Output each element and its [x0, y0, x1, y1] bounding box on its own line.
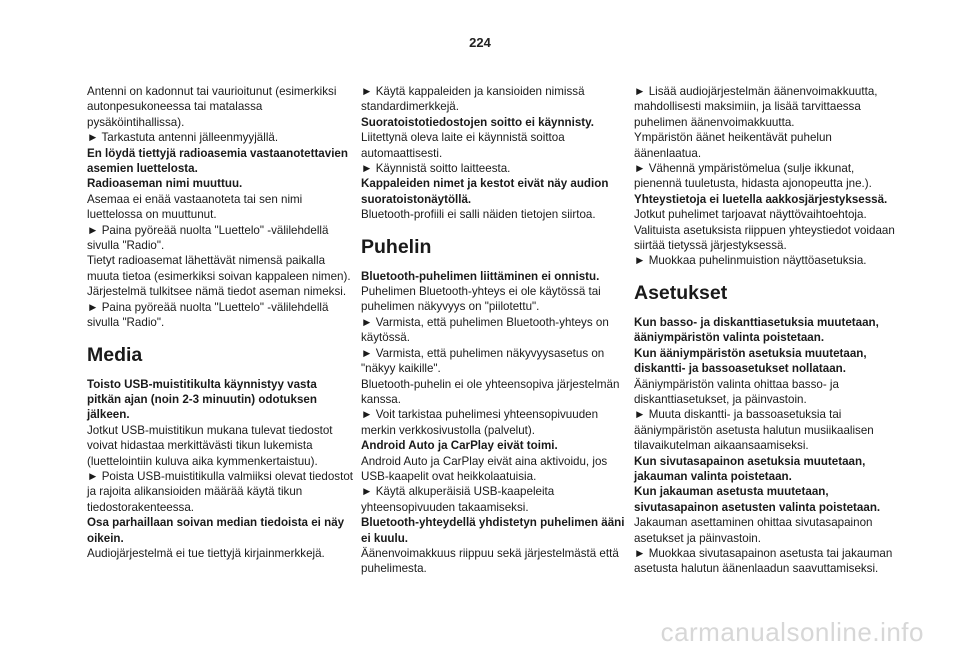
paragraph: Liitettynä oleva laite ei käynnistä soittoa automaattisesti.	[361, 131, 565, 160]
paragraph: Jotkut puhelimet tarjoavat näyttövaihtoehtoja. Valituista asetuksista riippuen yhteystiedot voidaan siirtää tietyssä järjestyksessä.	[634, 208, 895, 253]
instruction: ► Paina pyöreää nuolta "Luettelo" -välilehdellä sivulla "Radio".	[87, 300, 329, 330]
instruction: ► Muokkaa puhelinmuistion näyttöasetuksia.	[634, 254, 867, 268]
paragraph: Bluetooth-puhelin ei ole yhteensopiva järjestelmän kanssa.	[361, 377, 620, 406]
instruction: ► Muokkaa sivutasapainon asetusta tai jakauman asetusta halutun äänenlaadun saavuttamiseksi.	[634, 546, 893, 576]
paragraph: Ympäristön äänet heikentävät puhelun äänenlaatua.	[634, 131, 832, 160]
paragraph: Järjestelmä tulkitsee nämä tiedot aseman nimeksi.	[87, 285, 347, 299]
paragraph: Asemaa ei enää vastaanoteta tai sen nimi luettelossa on muuttunut.	[87, 192, 303, 222]
problem-heading: Osa parhaillaan soivan median tiedoista ei näy oikein.	[87, 516, 345, 545]
instruction: ► Lisää audiojärjestelmän äänenvoimakkuutta, mahdollisesti maksimiin, ja lisää tarvittaessa puhelimen äänenvoimakkuutta.	[634, 85, 878, 129]
problem-heading: Yhteystietoja ei luetella aakkosjärjestyksessä.	[634, 192, 888, 206]
paragraph: Ääniympäristön valinta ohittaa basso- ja diskanttiasetukset, ja päinvastoin.	[634, 377, 839, 406]
page-number: 224	[469, 35, 491, 50]
instruction: ► Tarkastuta antenni jälleenmyyjällä.	[87, 131, 279, 145]
problem-heading: Suoratoistotiedostojen soitto ei käynnisty.	[361, 115, 594, 129]
problem-heading: Bluetooth-yhteydellä yhdistetyn puhelimen ääni ei kuulu.	[361, 516, 625, 545]
column-1	[87, 84, 353, 561]
problem-heading: Kappaleiden nimet ja kestot eivät näy audion suoratoistonäytöllä.	[361, 177, 609, 206]
paragraph: Jotkut USB-muistitikun mukana tulevat tiedostot voivat hidastaa merkittävästi tikun lukemista (luettelointiin kuluva aika kymmenkertaistuu).	[87, 423, 333, 468]
instruction: ► Voit tarkistaa puhelimesi yhteensopivuuden merkin verkkosivustolla (palvelut).	[361, 408, 599, 437]
instruction: ► Paina pyöreää nuolta "Luettelo" -välilehdellä sivulla "Radio".	[87, 223, 329, 253]
problem-heading: Radioaseman nimi muuttuu.	[87, 177, 243, 191]
paragraph: Bluetooth-profiili ei salli näiden tietojen siirtoa.	[361, 208, 596, 222]
instruction: ► Käytä kappaleiden ja kansioiden nimissä standardimerkkejä.	[361, 85, 585, 114]
paragraph: Audiojärjestelmä ei tue tiettyjä kirjainmerkkejä.	[87, 546, 325, 560]
instruction: ► Varmista, että puhelimen Bluetooth-yhteys on käytössä.	[361, 315, 609, 345]
paragraph: Android Auto ja CarPlay eivät aina aktivoidu, jos USB-kaapelit ovat heikkolaatuisia.	[361, 454, 608, 483]
problem-heading: Kun jakauman asetusta muutetaan, sivutasapainon asetusten valinta poistetaan.	[634, 485, 881, 514]
watermark: carmanualsonline.info	[660, 617, 924, 647]
problem-heading: Android Auto ja CarPlay eivät toimi.	[361, 439, 558, 453]
paragraph: Tietyt radioasemat lähettävät nimensä paikalla muuta tietoa (esimerkiksi soivan kappaleen nimen).	[87, 254, 351, 283]
paragraph: Puhelimen Bluetooth-yhteys ei ole käytössä tai puhelimen näkyvyys on "piilotettu".	[361, 285, 601, 314]
column-3	[634, 84, 900, 577]
problem-heading: Kun sivutasapainon asetuksia muutetaan, jakauman valinta poistetaan.	[634, 454, 866, 483]
instruction: ► Vähennä ympäristömelua (sulje ikkunat, pienennä tuuletusta, hidasta ajonopeutta jne.).	[634, 162, 872, 191]
problem-heading: Bluetooth-puhelimen liittäminen ei onnistu.	[361, 269, 600, 283]
section-heading-asetukset: Asetukset	[634, 281, 728, 304]
instruction: ► Käytä alkuperäisiä USB-kaapeleita yhteensopivuuden takaamiseksi.	[361, 485, 555, 514]
problem-heading: Kun ääniympäristön asetuksia muutetaan, diskantti- ja bassoasetukset nollataan.	[634, 346, 867, 376]
column-2	[361, 84, 627, 577]
instruction: ► Varmista, että puhelimen näkyvyysasetus on "näkyy kaikille".	[361, 346, 605, 376]
problem-heading: Kun basso- ja diskanttiasetuksia muutetaan, ääniympäristön valinta poistetaan.	[634, 315, 879, 345]
paragraph: Jakauman asettaminen ohittaa sivutasapainon asetukset ja päinvastoin.	[634, 516, 873, 545]
section-heading-media: Media	[87, 343, 143, 366]
instruction: ► Muuta diskantti- ja bassoasetuksia tai ääniympäristön asetusta halutun musiikaalisen tilavaikutelman aikaansaamiseksi.	[634, 408, 874, 453]
instruction: ► Poista USB-muistitikulla valmiiksi olevat tiedostot ja rajoita alikansioiden määrää käytä tikun tiedostorakenteessa.	[87, 469, 353, 514]
instruction: ► Käynnistä soitto laitteesta.	[361, 162, 511, 176]
problem-heading: Toisto USB-muistitikulta käynnistyy vasta pitkän ajan (noin 2-3 minuutin) odotuksen jälkeen.	[87, 377, 317, 422]
paragraph: Antenni on kadonnut tai vaurioitunut (esimerkiksi autonpesukoneessa tai matalassa pysäköintihallissa).	[87, 85, 337, 129]
problem-heading: En löydä tiettyjä radioasemia vastaanotettavien asemien luettelosta.	[87, 146, 348, 176]
section-heading-puhelin: Puhelin	[361, 235, 432, 258]
paragraph: Äänenvoimakkuus riippuu sekä järjestelmästä että puhelimesta.	[361, 546, 619, 576]
